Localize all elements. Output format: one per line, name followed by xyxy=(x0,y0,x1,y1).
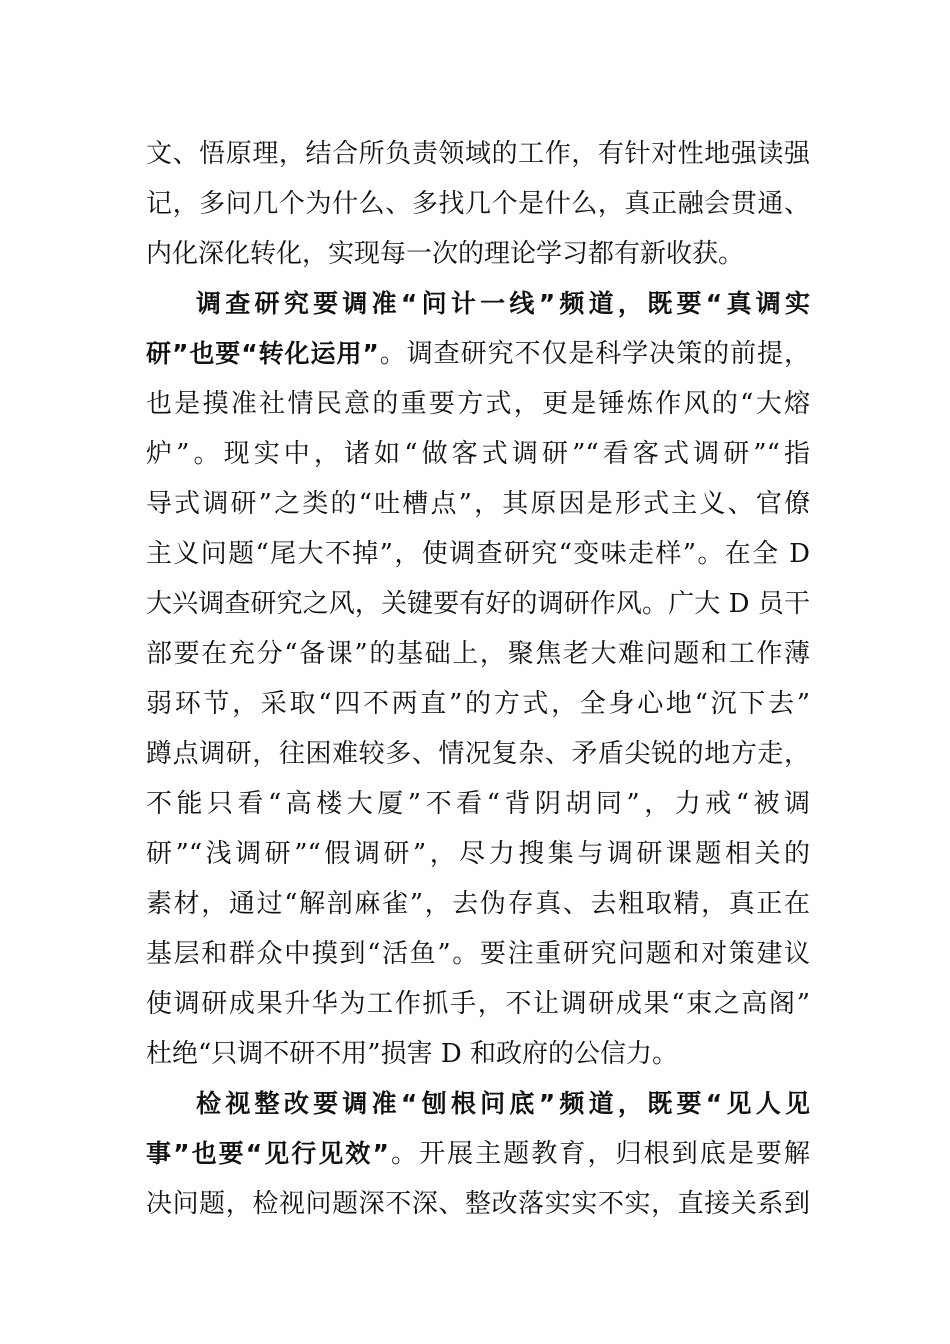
text-line: 蹲点调研，往困难较多、情况复杂、矛盾尖锐的地方走， xyxy=(146,739,810,769)
text-line: 研”“浅调研”“假调研”，尽力搜集与调研课题相关的 xyxy=(146,839,810,869)
section-heading-line: 调查研究要调准“问计一线”频道，既要“真调实 xyxy=(196,289,810,318)
section-heading-line: 检视整改要调准“刨根问底”频道，既要“见人见 xyxy=(196,1089,810,1118)
mixed-line xyxy=(146,334,810,374)
text-line: 基层和群众中摸到“活鱼”。要注重研究问题和对策建议 xyxy=(146,939,810,969)
text-line: 大兴调查研究之风，关键要有好的调研作风。广大 D 员干 xyxy=(146,589,810,619)
text-run: 。开展主题教育，归根到底是要解 xyxy=(388,1139,810,1169)
text-line: 记，多问几个为什么、多找几个是什么，真正融会贯通、 xyxy=(146,189,810,219)
text-run: 。调查研究不仅是科学决策的前提， xyxy=(378,339,810,369)
text-line: 导式调研”之类的“吐槽点”，其原因是形式主义、官僚 xyxy=(146,489,810,519)
section-heading-tail: 研”也要“转化运用” xyxy=(146,339,379,368)
text-line: 文、悟原理，结合所负责领域的工作，有针对性地强读强 xyxy=(146,139,810,169)
text-line: 炉”。现实中，诸如“做客式调研”“看客式调研”“指 xyxy=(146,439,810,469)
text-line: 杜绝“只调不研不用”损害 D 和政府的公信力。 xyxy=(146,1039,678,1069)
text-line: 也是摸准社情民意的重要方式，更是锤炼作风的“大熔 xyxy=(146,389,810,419)
text-line: 使调研成果升华为工作抓手，不让调研成果“束之高阁” xyxy=(146,989,810,1019)
text-line: 弱环节，采取“四不两直”的方式，全身心地“沉下去” xyxy=(146,689,810,719)
text-line: 素材，通过“解剖麻雀”，去伪存真、去粗取精，真正在 xyxy=(146,889,810,919)
text-line: 内化深化转化，实现每一次的理论学习都有新收获。 xyxy=(146,239,745,269)
mixed-line xyxy=(146,1134,810,1174)
text-line: 主义问题“尾大不掉”，使调查研究“变味走样”。在全 D xyxy=(146,539,810,569)
text-line: 不能只看“高楼大厦”不看“背阴胡同”，力戒“被调 xyxy=(146,789,810,819)
section-heading-tail: 事”也要“见行见效” xyxy=(146,1139,389,1168)
text-line: 部要在充分“备课”的基础上，聚焦老大难问题和工作薄 xyxy=(146,639,810,669)
text-line: 决问题，检视问题深不深、整改落实实不实，直接关系到 xyxy=(146,1189,810,1219)
